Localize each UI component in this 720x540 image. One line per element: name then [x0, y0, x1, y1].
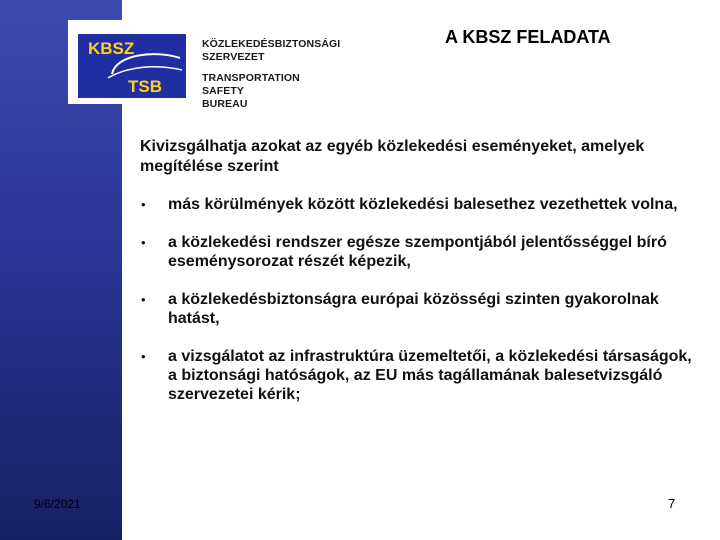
- logo-en-line1: TRANSPORTATION SAFETY: [202, 72, 300, 97]
- bullet-text: a vizsgálatot az infrastruktúra üzemeltetői, a közlekedési társaságok, a biztonsági hatóságok, az EU más tagállamának balesetvizsgáló szervezetei kérik;: [168, 348, 692, 403]
- bullet-marker: •: [141, 197, 146, 212]
- slide-title: A KBSZ FELADATA: [445, 27, 611, 47]
- bullet-list: [140, 195, 700, 404]
- emblem-top-text: KBSZ: [88, 39, 135, 58]
- logo-text: [202, 38, 340, 111]
- slide-content: [140, 137, 700, 423]
- kbsz-emblem-icon: [78, 34, 186, 98]
- kbsz-logo: [68, 20, 341, 110]
- footer-date: 9/6/2021: [34, 497, 81, 511]
- logo-hu-line1: KÖZLEKEDÉSBIZTONSÁGI: [202, 38, 341, 50]
- bullet-marker: •: [141, 235, 146, 250]
- intro-text: Kivizsgálhatja azokat az egyéb közlekedési eseményeket, amelyek megítélése szerint: [140, 138, 645, 175]
- bullet-item: [140, 290, 700, 328]
- page-number: 7: [668, 496, 676, 511]
- bullet-item: [140, 195, 700, 214]
- bullet-text: a közlekedési rendszer egésze szempontjából jelentősséggel bíró eseménysorozat részét képezik,: [168, 234, 667, 270]
- bullet-marker: •: [141, 292, 146, 307]
- bullet-text: a közlekedésbiztonságra európai közösségi szinten gyakorolnak hatást,: [168, 291, 659, 327]
- bullet-item: [140, 347, 700, 404]
- bullet-marker: •: [141, 349, 146, 364]
- emblem-bottom-text: TSB: [128, 77, 162, 96]
- bullet-item: [140, 233, 700, 271]
- logo-hu-line2: SZERVEZET: [202, 51, 265, 63]
- bullet-text: más körülmények között közlekedési balesethez vezethettek volna,: [168, 196, 678, 213]
- logo-en-line2: BUREAU: [202, 98, 248, 110]
